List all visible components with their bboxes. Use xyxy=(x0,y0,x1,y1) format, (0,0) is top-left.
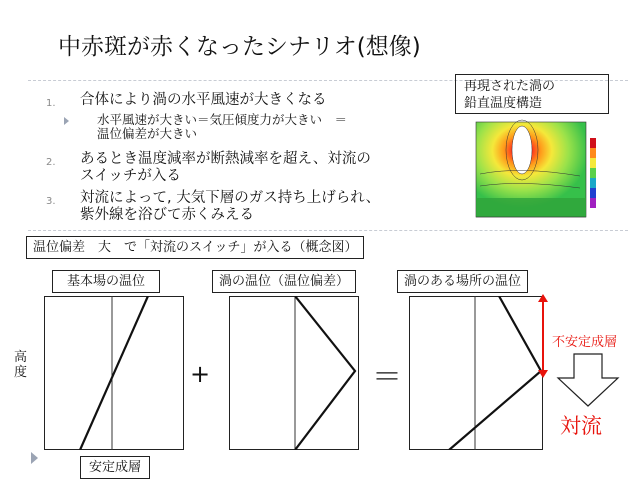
sub-bullet-arrow-icon xyxy=(64,117,69,125)
vortex-anomaly-panel xyxy=(229,296,359,450)
unstable-layer-label: 不安定成層 xyxy=(552,335,618,350)
list-text-line-1: 対流によって, 大気下層のガス持ち上げられ、 xyxy=(80,190,381,206)
panel-label-basic: 基本場の温位 xyxy=(52,270,160,293)
stable-layer-label: 安定成層 xyxy=(80,456,150,479)
list-number: 2. xyxy=(46,157,56,168)
unstable-layer-arrow-icon xyxy=(536,294,550,378)
callout-line-2: 鉛直温度構造 xyxy=(464,96,543,111)
list-number: 1. xyxy=(46,98,56,109)
altitude-axis-label: 高度 xyxy=(14,350,28,380)
convection-down-arrow-icon xyxy=(556,352,620,408)
list-number: 3. xyxy=(46,196,56,207)
temperature-contour-image xyxy=(440,114,620,232)
combined-panel xyxy=(409,296,543,450)
equals-operator: ＝ xyxy=(372,360,402,395)
convection-label: 対流 xyxy=(560,414,602,438)
list-text-line-2: 紫外線を浴びて赤くみえる xyxy=(80,207,254,223)
basic-state-panel xyxy=(44,296,184,450)
list-text: 合体により渦の水平風速が大きくなる xyxy=(80,92,327,108)
panel-label-vortex: 渦の温位（温位偏差） xyxy=(212,270,356,293)
slide-title: 中赤斑が赤くなったシナリオ(想像) xyxy=(58,34,421,60)
list-text-line-1: あるとき温度減率が断熱減率を超え、対流の xyxy=(80,151,371,167)
callout-line-1: 再現された渦の xyxy=(464,79,556,94)
figure-callout xyxy=(455,74,609,114)
panel-label-combined: 渦のある場所の温位 xyxy=(397,270,528,293)
list-item-2 xyxy=(46,151,371,185)
bottom-bullet-arrow-icon xyxy=(31,452,38,464)
concept-diagram-label: 温位偏差 大 で「対流のスイッチ」が入る（概念図） xyxy=(26,236,364,259)
list-item-3 xyxy=(46,190,380,224)
sub-bullet-line-1: 水平風速が大きい＝気圧傾度力が大きい ＝ xyxy=(97,112,348,127)
list-item-1 xyxy=(46,92,327,112)
list-text-line-2: スイッチが入る xyxy=(80,168,181,184)
sub-bullet xyxy=(64,113,347,141)
sub-bullet-line-2: 温位偏差が大きい xyxy=(97,126,198,141)
plus-operator: + xyxy=(190,360,211,388)
section-divider xyxy=(28,230,628,231)
